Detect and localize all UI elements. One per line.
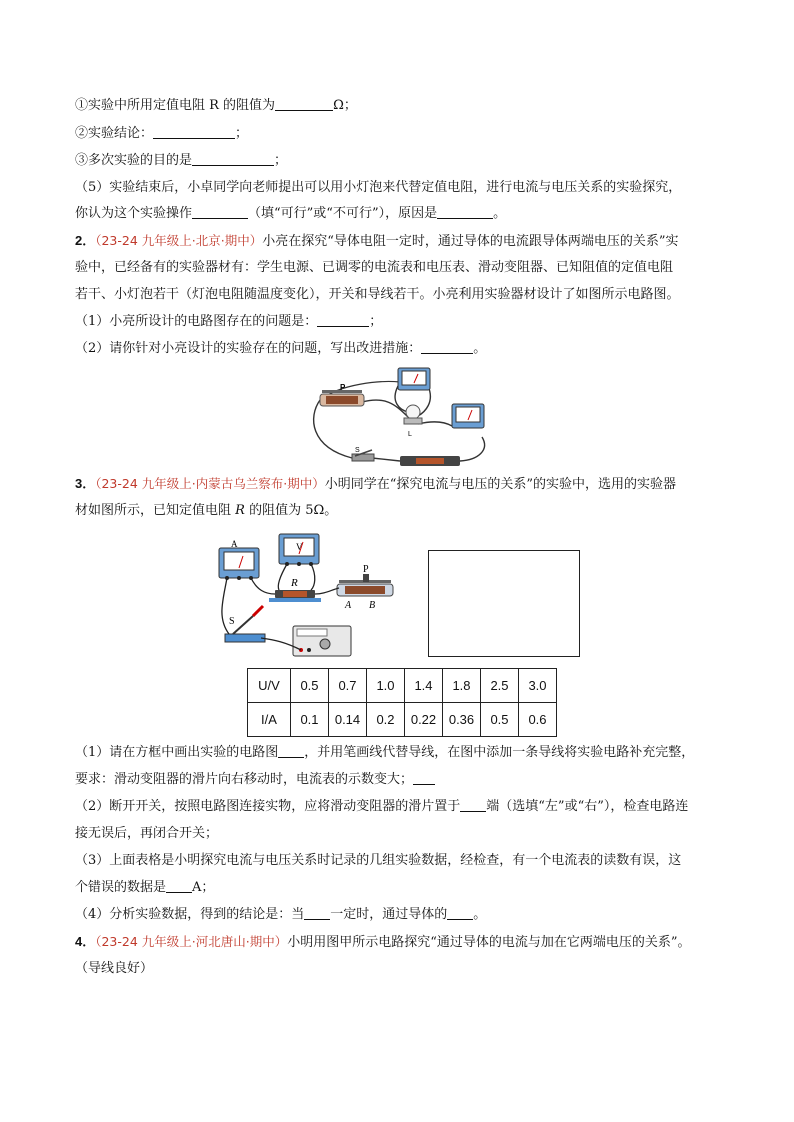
answer-blank[interactable] — [317, 312, 369, 327]
question-source: （23-24 九年级上·北京·期中） — [95, 233, 263, 248]
table-header-cell: I/A — [248, 703, 291, 737]
question-number: 4． — [75, 934, 96, 949]
q1-sub3: ③多次实验的目的是 ； — [75, 153, 288, 168]
table-cell: 1.0 — [367, 669, 405, 703]
answer-blank[interactable] — [413, 770, 435, 785]
table-cell: 3.0 — [519, 669, 557, 703]
q4-text: （导线良好） — [75, 961, 154, 976]
q3-part4: （4）分析实验数据，得到的结论是：当 一定时，通过导体的 。 — [75, 907, 487, 922]
figure-label: A — [345, 600, 352, 611]
answer-blank[interactable] — [166, 878, 192, 893]
table-cell: 2.5 — [481, 669, 519, 703]
table-cell: 0.14 — [329, 703, 367, 737]
data-table — [247, 668, 557, 737]
figure-label: V — [296, 542, 303, 552]
table-cell: 0.1 — [291, 703, 329, 737]
answer-blank[interactable] — [447, 905, 473, 920]
q1-part5: （5）实验结束后，小卓同学向老师提出可以用小灯泡来代替定值电阻，进行电流与电压关系的实验探究， — [75, 180, 682, 195]
answer-blank[interactable] — [421, 339, 473, 354]
answer-blank[interactable] — [275, 96, 333, 111]
q2-text: 若干、小灯泡若干（灯泡电阻随温度变化），开关和导线若干。小亮利用实验器材设计了如图所示电路图。 — [75, 287, 680, 302]
q3-part1-cont: 要求：滑动变阻器的滑片向右移动时，电流表的示数变大； — [75, 770, 435, 790]
figure-label: P — [340, 383, 346, 392]
figure-label: S — [229, 616, 235, 627]
q3-part2: （2）断开开关，按照电路图连接实物，应将滑动变阻器的滑片置于 端（选填“左”或“右”），检查电路连 — [75, 799, 689, 814]
question-number: 2． — [75, 233, 96, 248]
q2-text: 验中，已经备有的实验器材有：学生电源、已调零的电流表和电压表、滑动变阻器、已知阻值的定值电阻 — [75, 260, 674, 275]
table-row — [248, 669, 557, 703]
answer-blank[interactable] — [304, 905, 330, 920]
answer-blank[interactable] — [153, 124, 235, 139]
figure-label: B — [369, 600, 376, 611]
q3-part3: （3）上面表格是小明探究电流与电压关系时记录的几组实验数据，经检查，有一个电流表的读数有误，这 — [75, 853, 682, 868]
q3-header: 3．（23-24 九年级上·内蒙古乌兰察布·期中）小明同学在“探究电流与电压的关系”的实验中，选用的实验器 — [75, 476, 677, 492]
answer-blank[interactable] — [192, 204, 248, 219]
question-source: （23-24 九年级上·内蒙古乌兰察布·期中） — [95, 476, 325, 491]
q2-circuit-figure — [300, 362, 500, 468]
q1-sub2: ②实验结论： ； — [75, 126, 249, 141]
table-header-cell: U/V — [248, 669, 291, 703]
answer-blank[interactable] — [192, 151, 274, 166]
q3-part1: （1）请在方框中画出实验的电路图 ，并用笔画线代替导线，在图中添加一条导线将实验电路补充完整， — [75, 745, 695, 760]
table-cell: 0.2 — [367, 703, 405, 737]
q4-header: 4．（23-24 九年级上·河北唐山·期中）小明用图甲所示电路探究“通过导体的电流与加在它两端电压的关系”。 — [75, 934, 691, 950]
q3-part3-cont: 个错误的数据是 A； — [75, 880, 215, 895]
q3-part2-cont: 接无误后，再闭合开关； — [75, 826, 219, 841]
figure-label: L — [408, 431, 412, 438]
table-cell: 1.8 — [443, 669, 481, 703]
table-cell: 0.5 — [291, 669, 329, 703]
circuit-drawing-box[interactable] — [428, 550, 580, 657]
question-source: （23-24 九年级上·河北唐山·期中） — [95, 934, 288, 949]
q3-apparatus-figure — [205, 528, 405, 660]
table-cell: 0.5 — [481, 703, 519, 737]
answer-blank[interactable] — [460, 797, 486, 812]
table-cell: 0.7 — [329, 669, 367, 703]
q2-part2: （2）请你针对小亮设计的实验存在的问题，写出改进措施： 。 — [75, 341, 487, 356]
table-cell: 1.4 — [405, 669, 443, 703]
q2-header: 2．（23-24 九年级上·北京·期中）小亮在探究“导体电阻一定时，通过导体的电流跟导体两端电压的关系”实 — [75, 233, 679, 249]
q3-text: 材如图所示，已知定值电阻 R 的阻值为 5Ω。 — [75, 503, 338, 518]
answer-blank[interactable] — [278, 743, 304, 758]
answer-blank[interactable] — [437, 204, 493, 219]
figure-label: P — [363, 564, 369, 575]
figure-label: A — [231, 539, 238, 549]
q2-part1: （1）小亮所设计的电路图存在的问题是： ； — [75, 314, 383, 329]
table-cell: 0.36 — [443, 703, 481, 737]
table-row — [248, 703, 557, 737]
question-number: 3． — [75, 476, 96, 491]
table-cell: 0.6 — [519, 703, 557, 737]
figure-label: S — [355, 447, 360, 454]
q1-sub1: ①实验中所用定值电阻 R 的阻值为 Ω； — [75, 98, 357, 113]
q1-part5-cont: 你认为这个实验操作 （填“可行”或“不可行”），原因是 。 — [75, 206, 507, 221]
table-cell: 0.22 — [405, 703, 443, 737]
figure-label: R — [291, 577, 298, 589]
